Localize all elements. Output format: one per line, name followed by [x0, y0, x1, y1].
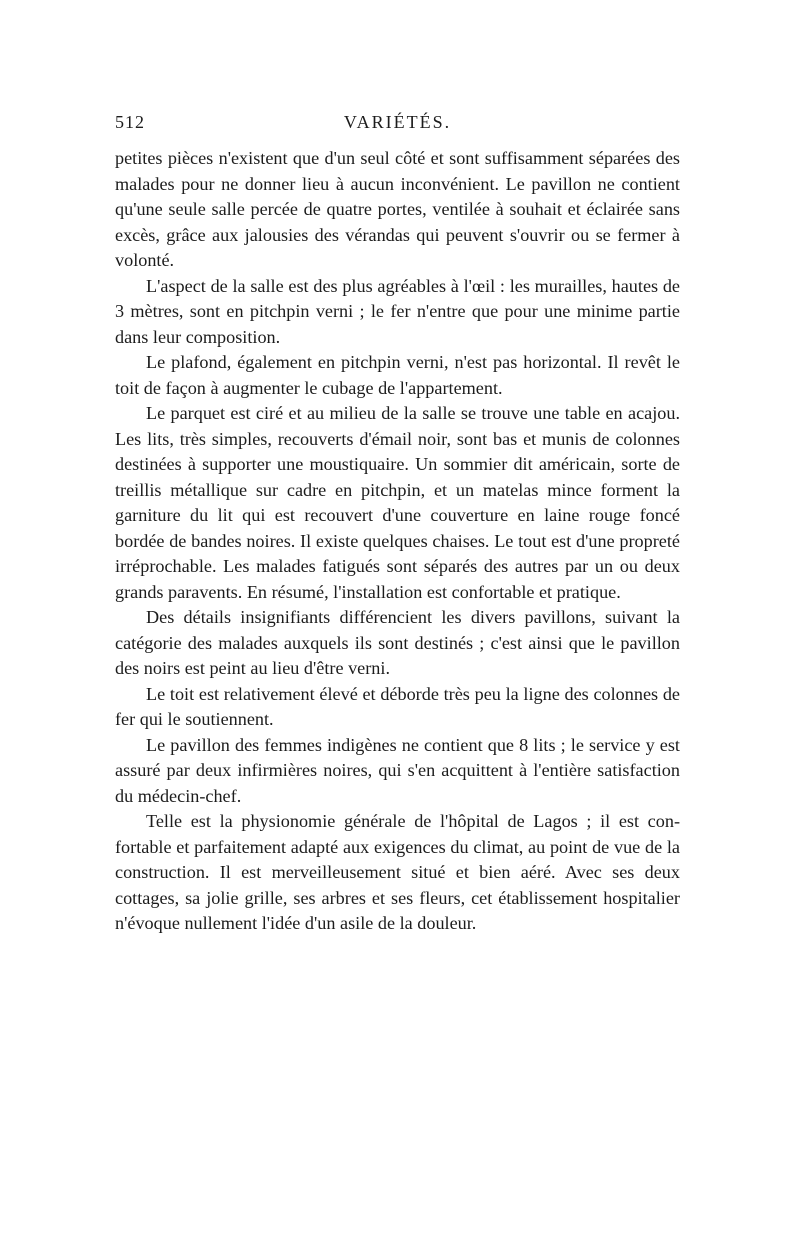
- paragraph-room-aspect: L'aspect de la salle est des plus agréables à l'œil : les murailles, hautes de 3 mètres, sont en pitchpin verni ; le fer n'entre que pour une minime partie dans leur composition.: [115, 275, 680, 347]
- page-number: 512: [115, 112, 145, 132]
- paragraph-pavilion-details: Des détails insignifiants différencient les divers pavillons, suivant la catégorie des malades auxquels ils sont destinés ; c'est ainsi que le pavillon des noirs est peint au lieu d'être verni.: [115, 607, 680, 678]
- paragraph-floor-and-beds: Le parquet est ciré et au milieu de la salle se trouve une table en acajou. Les lits, très simples, recouverts d'émail noir, sont bas et munis de colonnes destinées à supporter une moustiquaire. Un sommier dit américain, sorte de treillis métallique sur cadre en pitchpin, et un matelas mince forment la garniture du lit qui est recouvert d'une couverture en laine rouge foncé bordée de bandes noires. Il existe quelques chaises. Le tout est d'une propreté irréprochable. Les malades fatigués sont séparés des autres par un ou deux grands paravents. En résumé, l'installation est confortable et pratique.: [115, 403, 680, 602]
- running-title: VARIÉTÉS.: [343, 112, 452, 132]
- paragraph-ceiling: Le plafond, également en pitchpin verni, n'est pas horizontal. Il revêt le toit de façon à augmenter le cubage de l'appartement.: [115, 352, 680, 398]
- running-head: [115, 112, 680, 146]
- body-text: [115, 146, 680, 937]
- book-page: [115, 112, 680, 937]
- paragraph-conclusion: Telle est la physionomie générale de l'hôpital de Lagos ; il est confortable et parfaitement adapté aux exigences du climat, au point de vue de la construction. Il est merveilleusement situé et bien aéré. Avec ses deux cottages, sa jolie grille, ses arbres et ses fleurs, cet établissement hospitalier n'évoque nullement l'idée d'un asile de la douleur.: [115, 811, 680, 933]
- paragraph-women-pavilion: Le pavillon des femmes indigènes ne contient que 8 lits ; le service y est assuré par deux infirmières noires, qui s'en acquittent à l'entière satisfaction du médecin-chef.: [115, 734, 680, 806]
- paragraph-roof: Le toit est relativement élevé et déborde très peu la ligne des colonnes de fer qui le soutiennent.: [115, 683, 680, 729]
- paragraph-continued: petites pièces n'existent que d'un seul côté et sont suffisamment séparées des malades pour ne donner lieu à aucun inconvénient. Le pavillon ne contient qu'une seule salle percée de quatre portes, ventilée à souhait et éclairée sans excès, grâce aux jalousies des vérandas qui peuvent s'ouvrir ou se fermer à volonté.: [115, 148, 680, 270]
